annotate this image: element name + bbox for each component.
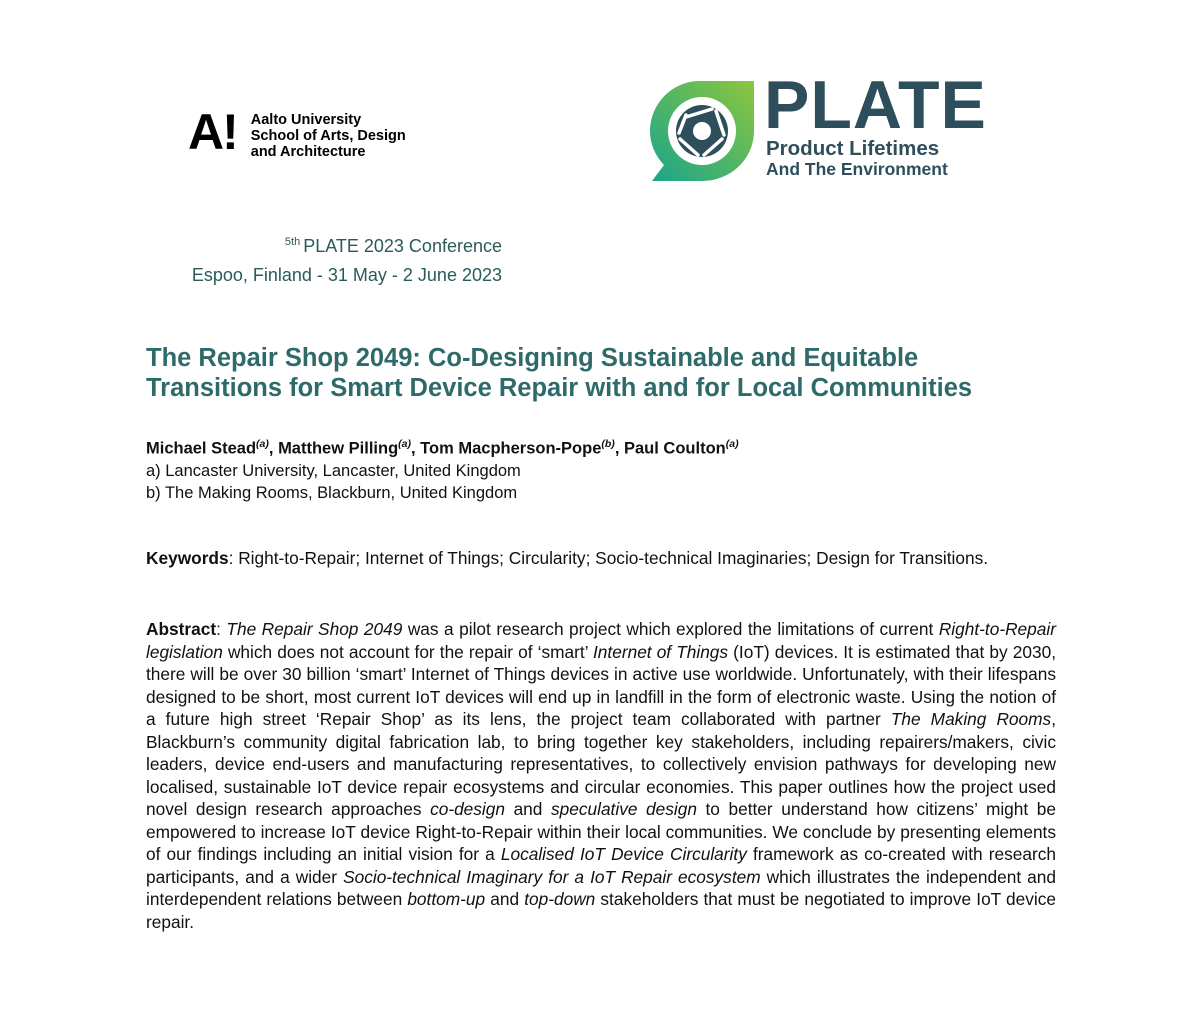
conference-name	[192, 228, 502, 261]
aalto-university-logo	[188, 104, 406, 160]
keywords-text: Right-to-Repair; Internet of Things; Circularity; Socio-technical Imaginaries; Design for Transitions.	[238, 548, 989, 568]
abstract-segment: framework as co-created with research participants, and a wider	[146, 844, 1056, 887]
author-separator: ,	[614, 439, 624, 458]
plate-logo	[646, 67, 987, 185]
author-name: Paul Coulton	[623, 439, 726, 458]
abstract-segment: which does not account for the repair of ‘smart’	[222, 641, 593, 662]
aalto-logo-text	[251, 112, 406, 160]
abstract-segment: to better understand how citizens’ might be empowered to increase IoT device Right-to-Repair within their local communities. We conclude by presenting elements of our findings including an initial vision for a	[146, 799, 1056, 864]
plate-subtitle-2: And The Environment	[766, 159, 948, 179]
abstract-segment: was a pilot research project which explored the limitations of current	[402, 619, 939, 639]
abstract-emphasis: co-design	[430, 799, 505, 819]
affiliation-a: a) Lancaster University, Lancaster, United Kingdom	[146, 462, 521, 480]
author-separator: ,	[411, 439, 421, 458]
aalto-line-2: School of Arts, Design	[250, 128, 406, 144]
conference-info	[192, 228, 502, 290]
abstract-emphasis: bottom-up	[407, 889, 486, 909]
abstract-emphasis: Socio-technical Imaginary for a IoT Repair ecosystem	[343, 866, 761, 887]
author-name: Matthew Pilling	[278, 439, 399, 458]
author-list	[146, 438, 739, 459]
affiliation-b: b) The Making Rooms, Blackburn, United Kingdom	[146, 484, 518, 502]
author-affiliation-mark: (a)	[398, 438, 411, 450]
abstract-emphasis: Localised IoT Device Circularity	[500, 844, 747, 864]
aalto-logo-mark: A!	[188, 104, 237, 160]
abstract-emphasis: top-down	[524, 889, 596, 909]
abstract-segment: (IoT) devices. It is estimated that by 2030, there will be over 30 billion ‘smart’ Internet of Things devices in active use worldwide. Unfortunately, with their lifespans designed to be short, most current IoT devices will end up in landfill in the form of electronic waste. Using the notion of a future high street ‘Repair Shop’ as its lens, the project team collaborated with partner	[146, 641, 1056, 729]
abstract-emphasis: The Repair Shop 2049	[226, 619, 403, 639]
keywords-label: Keywords	[146, 548, 229, 568]
author-name: Tom Macpherson-Pope	[420, 439, 602, 458]
abstract-segment: and	[505, 799, 551, 819]
conference-location: Espoo, Finland - 31 May - 2 June 2023	[191, 265, 502, 285]
aalto-line-3: and Architecture	[250, 144, 366, 160]
author-affiliation-mark: (b)	[601, 438, 615, 450]
plate-wordmark: PLATE	[764, 67, 987, 143]
plate-aperture-icon	[646, 77, 758, 183]
abstract-text	[146, 619, 1056, 932]
abstract-segment: , Blackburn’s community digital fabrication lab, to bring together key stakeholders, including repairers/makers, civic leaders, device end-users and manufacturing representatives, to collectively envision pathways for developing new localised, sustainable IoT device repair ecosystems and circular economies. This paper outlines how the project used novel design research approaches	[146, 709, 1056, 819]
abstract-emphasis: speculative design	[550, 799, 697, 819]
paper-title: The Repair Shop 2049: Co-Designing Sustainable and Equitable Transitions for Smart Device Repair with and for Local Communities	[146, 344, 973, 402]
conference-edition: 5th	[284, 236, 301, 248]
abstract-segment: and	[485, 889, 525, 909]
abstract-emphasis: The Making Rooms	[890, 709, 1052, 729]
abstract-paragraph: Abstract: The Repair Shop 2049 was a pilot research project which explored the limitations of current Right-to-Repair legislation which does not account for the repair of ‘smart’ Internet of Things (IoT) devices. It is estimated that by 2030, there will be over 30 billion ‘smart’ Internet of Things devices in active use worldwide. Unfortunately, with their lifespans designed to be short, most current IoT devices will end up in landfill in the form of electronic waste. Using the notion of a future high street ‘Repair Shop’ as its lens, the project team collaborated with partner The Making Rooms, Blackburn’s community digital fabrication lab, to bring together key stakeholders, including repairers/makers, civic leaders, device end-users and manufacturing representatives, to collectively envision pathways for developing new localised, sustainable IoT device repair ecosystems and circular economies. This paper outlines how the project used novel design research approaches co-design and speculative design to better understand how citizens’ might be empowered to increase IoT device Right-to-Repair within their local communities. We conclude by presenting elements of our findings including an initial vision for a Localised IoT Device Circularity framework as co-created with research participants, and a wider Socio-technical Imaginary for a IoT Repair ecosystem which illustrates the independent and interdependent relations between bottom-up and top-down stakeholders that must be negotiated to improve IoT device repair.	[146, 619, 1056, 932]
conference-title: PLATE 2023 Conference	[303, 236, 502, 256]
abstract-segment: stakeholders that must be negotiated to improve IoT device repair.	[146, 889, 1056, 932]
author-separator: ,	[268, 439, 279, 458]
aalto-line-1: Aalto University	[250, 112, 362, 128]
author-name: Michael Stead	[146, 439, 257, 458]
author-affiliation-mark: (a)	[725, 438, 739, 450]
abstract-emphasis: Internet of Things	[593, 641, 729, 662]
keywords-paragraph: Keywords: Right-to-Repair; Internet of Things; Circularity; Socio-technical Imaginaries; Design for Transitions.	[146, 548, 989, 568]
abstract-label: Abstract	[146, 619, 217, 639]
plate-subtitle-1: Product Lifetimes	[766, 137, 940, 160]
abstract-segment: which illustrates the independent and interdependent relations between	[146, 866, 1056, 909]
author-affiliation-mark: (a)	[256, 438, 269, 450]
abstract-emphasis: Right-to-Repair legislation	[146, 619, 1056, 662]
